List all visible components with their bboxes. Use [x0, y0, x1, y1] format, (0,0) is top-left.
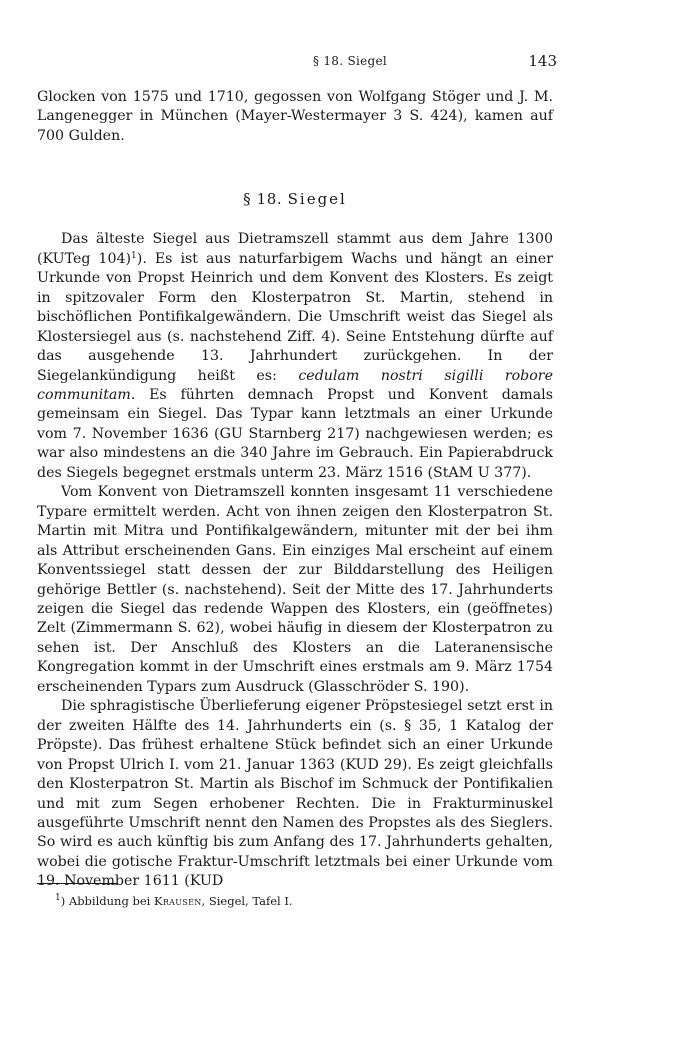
footnote-divider [37, 883, 117, 884]
page-header [0, 52, 700, 72]
page-body [37, 88, 553, 892]
footnote-reference: 1 [131, 250, 137, 261]
page-number: 143 [528, 52, 557, 70]
paragraph-1-part-b: ). Es ist aus naturfarbigem Wachs und hängt an einer Urkunde von Propst Heinrich und dem Konvent des Klosters. Es zeigt in spitzovaler Form den Klosterpatron St. Martin, stehend in bischöflichen Pontifikalgewändern. Die Umschrift weist das Siegel als Klostersiegel aus (s. nachstehend Ziff. 4). Seine Entstehung dürfte auf das ausgehende 13. Jahrhundert zurückgehen. In der Siegelankündigung heißt es: [37, 250, 553, 384]
paragraph-3: Die sphragistische Überlieferung eigener Pröpstesiegel setzt erst in der zweiten Hälfte des 14. Jahrhunderts ein (s. § 35, 1 Katalog der Pröpste). Das frühest erhaltene Stück befindet sich an einer Urkunde von Propst Ulrich I. vom 21. Januar 1363 (KUD 29). Es zeigt gleichfalls den Klosterpatron St. Martin als Bischof im Schmuck der Pontifikalien und mit zum Segen erhobener Rechten. Die in Frakturminuskel ausgeführte Umschrift nennt den Namen des Propstes als des Sieglers. So wird es auch künftig bis zum Anfang des 17. Jahrhunderts gehalten, wobei die gotische Fraktur-Umschrift letztmals bei einer Urkunde vom 19. November 1611 (KUD [37, 698, 553, 890]
footnote: $^1$) Abbildung bei Krausen, Siegel, Tafel I. [55, 893, 293, 908]
section-number: § 18. [243, 190, 283, 209]
running-head: § 18. Siegel [312, 54, 388, 68]
paragraph-2: Vom Konvent von Dietramszell konnten insgesamt 11 verschiedene Typare ermittelt werden. Acht von ihnen zeigen den Klosterpatron St. Martin mit Mitra und Pontifikalgewändern, mitunter mit der bei ihm als Attribut erscheinenden Gans. Ein einziges Mal erscheint auf einem Konventssiegel statt dessen der zur Bilddarstellung des Heiligen gehörige Bettler (s. nachstehend). Seit der Mitte des 17. Jahrhunderts zeigen die Siegel das redende Wappen des Klosters, ein (geöffnetes) Zelt (Zimmermann S. 62), wobei häufig in diesem der Klosterpatron zu sehen ist. Der Anschluß des Klosters an die Lateranensische Kongregation kommt in der Umschrift eines erstmals am 9. März 1754 erscheinenden Typars zum Ausdruck (Glasschröder S. 190). [37, 484, 553, 695]
section-title: Siegel [287, 190, 347, 209]
footnote-text-before: Abbildung bei [68, 894, 154, 908]
footnote-author: Krausen [153, 894, 202, 908]
footnote-marker: 1 [55, 893, 61, 903]
footnote-text-after: , Siegel, Tafel I. [201, 894, 293, 908]
section-heading [37, 190, 553, 208]
latin-quotation: cedulam nostri sigilli robore communitam [37, 367, 553, 403]
paragraph-1 [37, 230, 553, 483]
paragraph-1-part-c: . Es führten demnach Propst und Konvent damals gemeinsam ein Siegel. Das Typar kann letztmals an einer Urkunde vom 7. November 1636 (GU Starnberg 217) nachgewiesen werden; es war also mindestens an die 340 Jahre im Gebrauch. Ein Papierabdruck des Siegels begegnet erstmals unterm 23. März 1516 (StAM U 377). [37, 386, 553, 481]
intro-paragraph: Glocken von 1575 und 1710, gegossen von Wolfgang Stöger und J. M. Langenegger in München (Mayer-Westermayer 3 S. 424), kamen auf 700 Gulden. [37, 89, 553, 144]
paragraph-1-part-a: Das älteste Siegel aus Dietramszell stammt aus dem Jahre 1300 (KUTeg 104) [37, 231, 553, 267]
